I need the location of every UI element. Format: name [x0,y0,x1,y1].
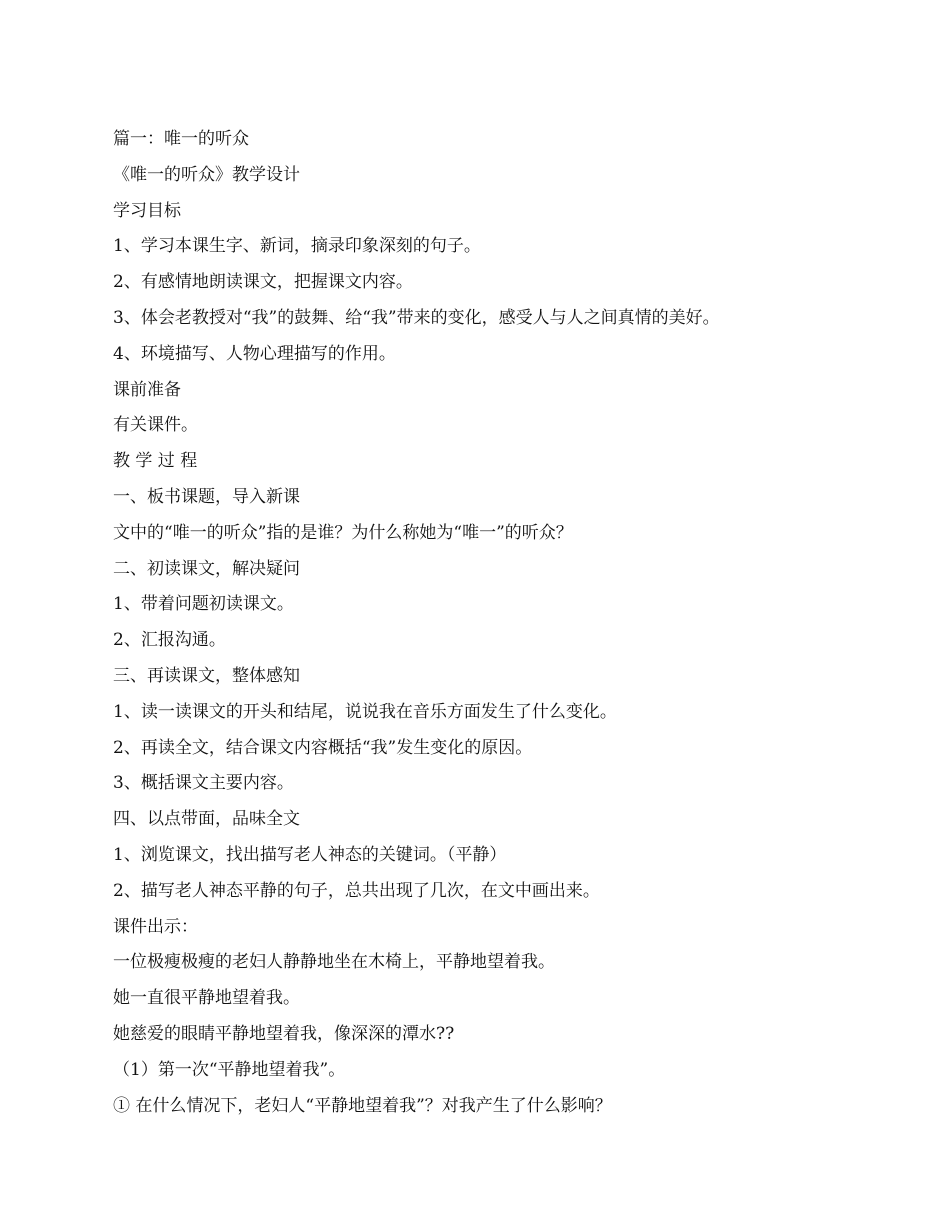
sub-item: （1）第一次“平静地望着我”。 [113,1059,346,1080]
quote-line: 一位极瘦极瘦的老妇人静静地坐在木椅上，平静地望着我。 [113,952,555,973]
lesson-title: 《唯一的听众》教学设计 [113,164,300,185]
courseware-label: 课件出示： [113,916,198,937]
quote-line: 她一直很平静地望着我。 [113,988,300,1009]
paragraph-line: 文中的“唯一的听众”指的是谁？为什么称她为“唯一”的听众？ [113,522,573,543]
article-heading: 篇一：唯一的听众 [113,129,249,149]
list-item: 3、概括课文主要内容。 [113,773,294,794]
list-item: 2、汇报沟通。 [113,630,226,651]
step-heading-4: 四、以点带面，品味全文 [113,809,300,830]
goal-item-1: 1、学习本课生字、新词，摘录印象深刻的句子。 [113,236,481,257]
step-heading-2: 二、初读课文，解决疑问 [113,558,300,579]
preparation-text: 有关课件。 [113,415,198,436]
list-item: 1、读一读课文的开头和结尾，说说我在音乐方面发生了什么变化。 [113,701,617,722]
step-heading-1: 一、板书课题，导入新课 [113,486,300,507]
goal-item-4: 4、环境描写、人物心理描写的作用。 [113,343,396,364]
list-item: 1、浏览课文，找出描写老人神态的关键词。（平静） [113,844,507,865]
question-line: ① 在什么情况下，老妇人“平静地望着我”？对我产生了什么影响？ [113,1095,612,1116]
goal-item-2: 2、有感情地朗读课文，把握课文内容。 [113,272,413,293]
step-heading-3: 三、再读课文，整体感知 [113,665,300,686]
section-heading-process: 教 学 过 程 [113,451,198,472]
section-heading-goals: 学习目标 [113,200,181,221]
document-body [113,122,913,1124]
goal-item-3: 3、体会老教授对“我”的鼓舞、给“我”带来的变化，感受人与人之间真情的美好。 [113,307,720,328]
list-item: 2、再读全文，结合课文内容概括“我”发生变化的原因。 [113,737,533,758]
list-item: 1、带着问题初读课文。 [113,594,294,615]
quote-line: 她慈爱的眼睛平静地望着我，像深深的潭水?? [113,1023,455,1044]
list-item: 2、描写老人神态平静的句子，总共出现了几次，在文中画出来。 [113,880,600,901]
section-heading-preparation: 课前准备 [113,379,181,400]
